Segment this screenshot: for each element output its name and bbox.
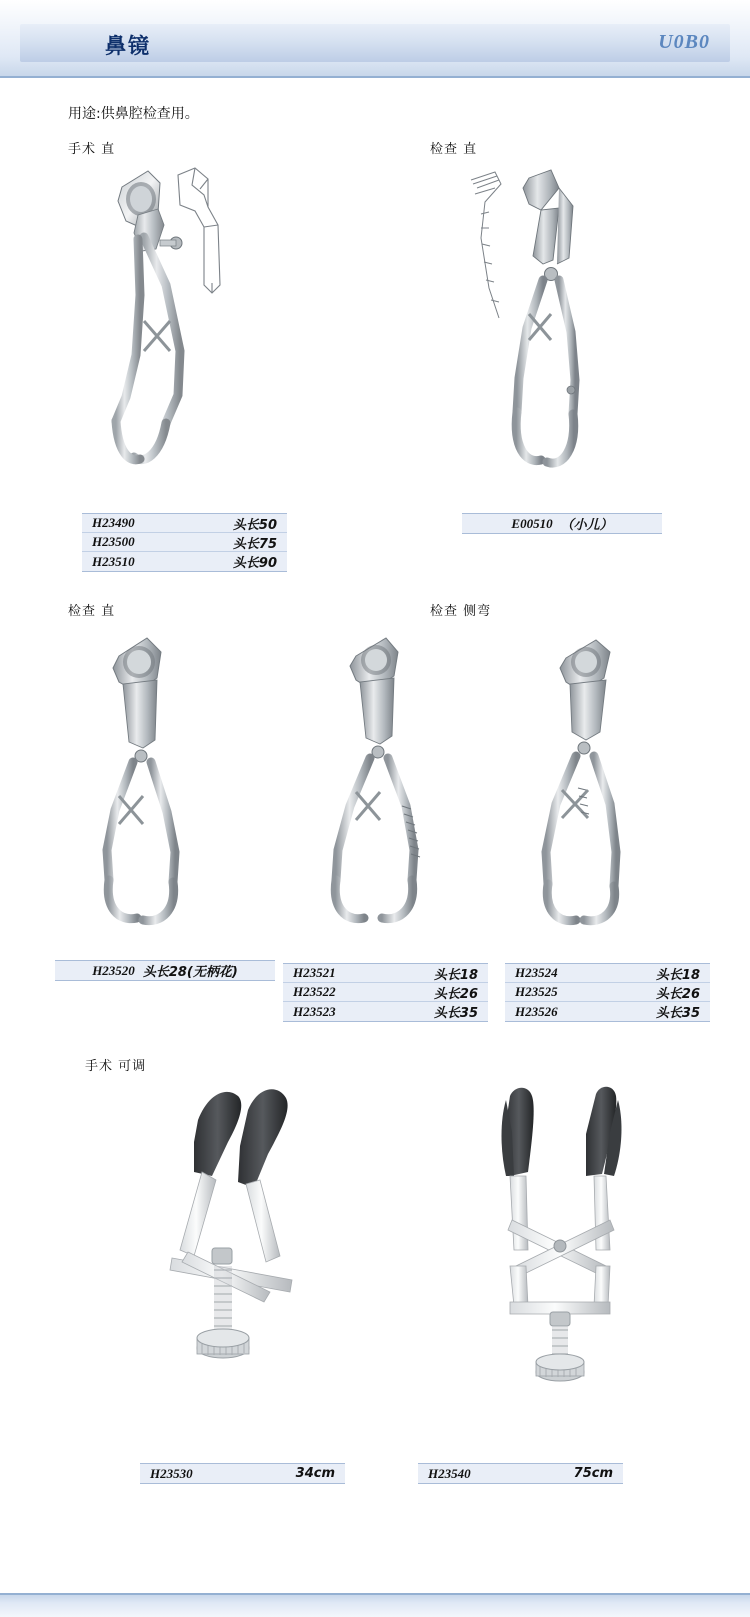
table-row xyxy=(82,552,287,571)
spec-desc: 75cm xyxy=(573,1466,613,1481)
spec-code: H23521 xyxy=(293,965,336,980)
section-label-surgical-adjustable: 手术 可调 xyxy=(85,1059,147,1074)
spec-code: H23520 xyxy=(92,962,135,978)
spec-desc: 头长50 xyxy=(232,517,277,533)
spec-desc: 头长35 xyxy=(433,1006,478,1021)
page-code: U0B0 xyxy=(658,31,710,53)
spec-desc: 34cm xyxy=(295,1466,335,1481)
table-row xyxy=(283,964,488,983)
spec-desc: （小儿） xyxy=(560,518,613,533)
spec-code: H23490 xyxy=(92,515,135,530)
section-label-exam-straight: 检查 直 xyxy=(430,142,478,157)
spec-desc: 头长18 xyxy=(655,967,700,983)
spec-table-exam-side-bend-sizes xyxy=(505,963,710,1022)
spec-desc: 头长26 xyxy=(433,986,478,1002)
table-row xyxy=(283,1002,488,1021)
section-label-surgical-straight: 手术 直 xyxy=(68,142,116,157)
figure-adjustable-75 xyxy=(470,1080,650,1410)
spec-desc: 头长35 xyxy=(655,1006,700,1021)
spec-table-exam-straight-sizes xyxy=(283,963,488,1022)
table-row xyxy=(283,983,488,1002)
figure-exam-straight-plain xyxy=(95,630,235,930)
table-row xyxy=(140,1464,345,1483)
spec-table-exam-straight-no-handle xyxy=(55,960,275,981)
figure-surgical-straight xyxy=(100,165,300,485)
spec-code: H23530 xyxy=(150,1465,193,1481)
spec-desc: 头长90 xyxy=(232,556,277,571)
page-footer xyxy=(0,1593,750,1617)
table-row xyxy=(418,1464,623,1483)
spec-code: H23510 xyxy=(92,553,135,569)
spec-desc: 头长26 xyxy=(655,986,700,1002)
table-row xyxy=(462,514,662,533)
table-row xyxy=(505,1002,710,1021)
table-row xyxy=(82,514,287,533)
section-label-exam-straight-2: 检查 直 xyxy=(68,604,116,619)
spec-table-adjustable-75 xyxy=(418,1463,623,1484)
spec-code: E00510 xyxy=(511,515,553,531)
spec-code: H23540 xyxy=(428,1465,471,1481)
section-label-exam-side-bend: 检查 侧弯 xyxy=(430,604,492,619)
spec-code: H23525 xyxy=(515,984,558,999)
figure-exam-side-bend xyxy=(520,628,670,928)
figure-adjustable-34 xyxy=(150,1080,370,1410)
table-row xyxy=(505,983,710,1002)
spec-desc: 头长75 xyxy=(232,536,277,552)
figure-exam-straight-sizes xyxy=(310,628,450,928)
spec-code: H23526 xyxy=(515,1003,558,1019)
table-row xyxy=(505,964,710,983)
table-row xyxy=(55,961,275,980)
spec-table-exam-straight-child xyxy=(462,513,662,534)
spec-code: H23522 xyxy=(293,984,336,999)
usage-note: 用途:供鼻腔检查用。 xyxy=(68,106,199,122)
spec-table-surgical-straight xyxy=(82,513,287,572)
page-title: 鼻镜 xyxy=(105,34,151,58)
figure-exam-straight-child xyxy=(455,168,635,478)
table-row xyxy=(82,533,287,552)
page-header xyxy=(0,0,750,78)
spec-desc: 头长28(无柄花) xyxy=(142,965,238,980)
spec-desc: 头长18 xyxy=(433,967,478,983)
spec-code: H23500 xyxy=(92,534,135,549)
spec-code: H23523 xyxy=(293,1003,336,1019)
spec-table-adjustable-34 xyxy=(140,1463,345,1484)
spec-code: H23524 xyxy=(515,965,558,980)
